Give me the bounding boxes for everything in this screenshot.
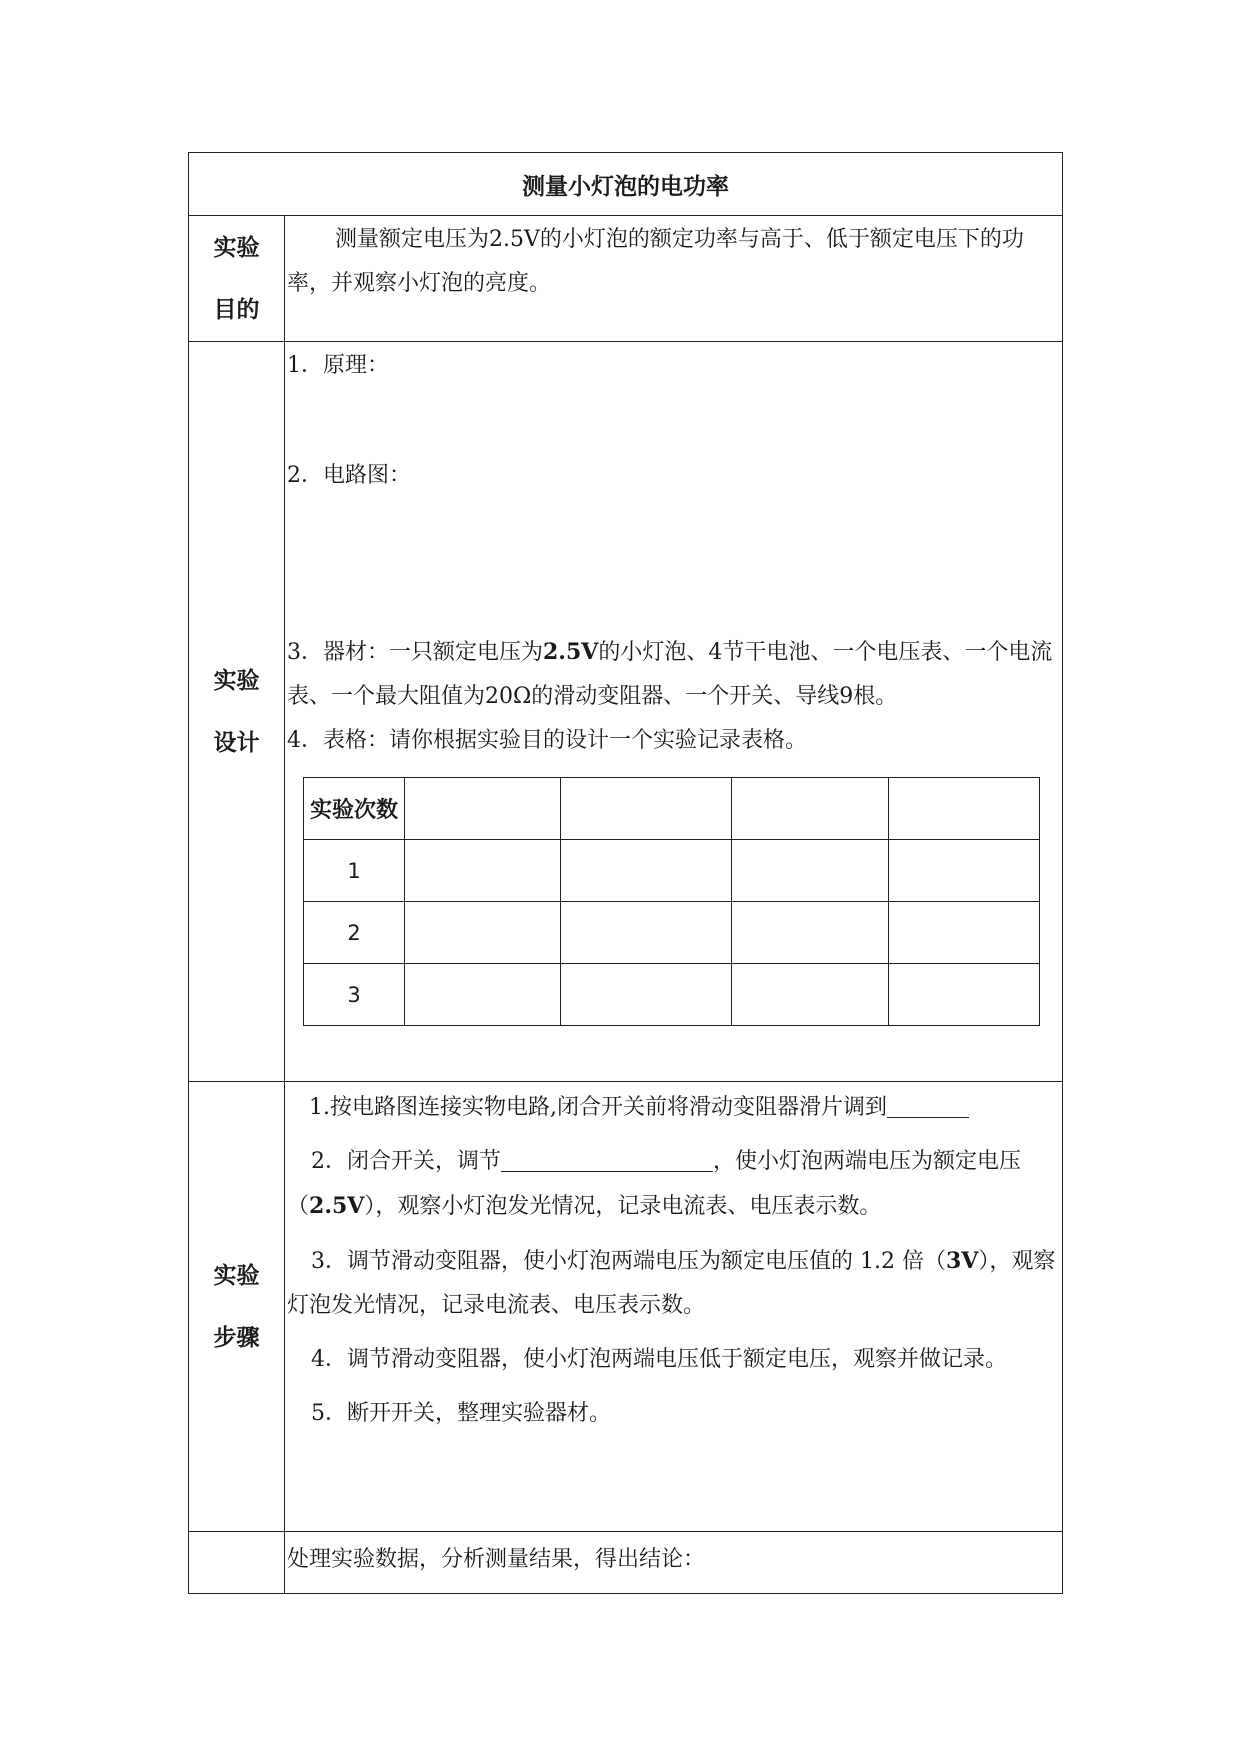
table-row xyxy=(304,964,1040,1026)
conclusion-text: 处理实验数据，分析测量结果，得出结论： xyxy=(287,1547,706,1572)
answer-blank[interactable] xyxy=(887,1095,969,1118)
trial-number: 1 xyxy=(304,840,405,902)
design-label: 实验 设计 xyxy=(189,342,285,1082)
table-row xyxy=(304,840,1040,902)
worksheet xyxy=(188,152,1062,1594)
equipment-text: 3．器材：一只额定电压为2.5V的小灯泡、4节干电池、一个电压表、一个电流表、一个最大阻值为20Ω的滑动变阻器、一个开关、导线9根。 xyxy=(287,639,1053,709)
purpose-text: 测量额定电压为2.5V的小灯泡的额定功率与高于、低于额定电压下的功率，并观察小灯泡的亮度。 xyxy=(287,227,1024,296)
table-row xyxy=(304,778,1040,840)
empty-cell xyxy=(732,964,889,1026)
table-row xyxy=(304,902,1040,964)
record-header-cell: 实验次数 xyxy=(304,778,405,840)
design-content xyxy=(285,342,1063,1082)
empty-cell xyxy=(732,902,889,964)
empty-cell xyxy=(561,778,732,840)
conclusion-label xyxy=(189,1532,285,1594)
trial-number: 3 xyxy=(304,964,405,1026)
empty-cell xyxy=(889,902,1040,964)
principle-line: 1．原理： xyxy=(287,353,389,378)
answer-blank[interactable] xyxy=(501,1149,713,1172)
purpose-content xyxy=(285,216,1063,342)
circuit-line: 2．电路图： xyxy=(287,463,411,488)
steps-label: 实验 步骤 xyxy=(189,1082,285,1532)
empty-cell xyxy=(561,840,732,902)
empty-cell xyxy=(561,902,732,964)
step-1: 1.按电路图连接实物电路,闭合开关前将滑动变阻器滑片调到 xyxy=(285,1086,1062,1130)
experiment-table xyxy=(188,152,1063,1594)
step-2: 2．闭合开关，调节 ，使小灯泡两端电压为额定电压（2.5V），观察小灯泡发光情况，记录电流表、电压表示数。 xyxy=(287,1149,1022,1219)
purpose-label: 实验 目的 xyxy=(189,216,285,342)
empty-cell xyxy=(889,778,1040,840)
step-4: 4．调节滑动变阻器，使小灯泡两端电压低于额定电压，观察并做记录。 xyxy=(311,1347,1007,1372)
empty-cell xyxy=(889,964,1040,1026)
empty-cell xyxy=(405,778,561,840)
empty-cell xyxy=(405,840,561,902)
record-table xyxy=(303,777,1040,1026)
empty-cell xyxy=(405,902,561,964)
empty-cell xyxy=(732,840,889,902)
step-5: 5．断开开关，整理实验器材。 xyxy=(311,1401,611,1426)
page-title: 测量小灯泡的电功率 xyxy=(189,153,1063,216)
steps-content xyxy=(285,1082,1063,1532)
table-intro: 4．表格：请你根据实验目的设计一个实验记录表格。 xyxy=(287,728,807,753)
trial-number: 2 xyxy=(304,902,405,964)
step-3: 3．调节滑动变阻器，使小灯泡两端电压为额定电压值的 1.2 倍（3V），观察灯泡发光情况，记录电流表、电压表示数。 xyxy=(287,1248,1056,1318)
empty-cell xyxy=(889,840,1040,902)
empty-cell xyxy=(732,778,889,840)
empty-cell xyxy=(405,964,561,1026)
conclusion-content xyxy=(285,1532,1063,1594)
empty-cell xyxy=(561,964,732,1026)
